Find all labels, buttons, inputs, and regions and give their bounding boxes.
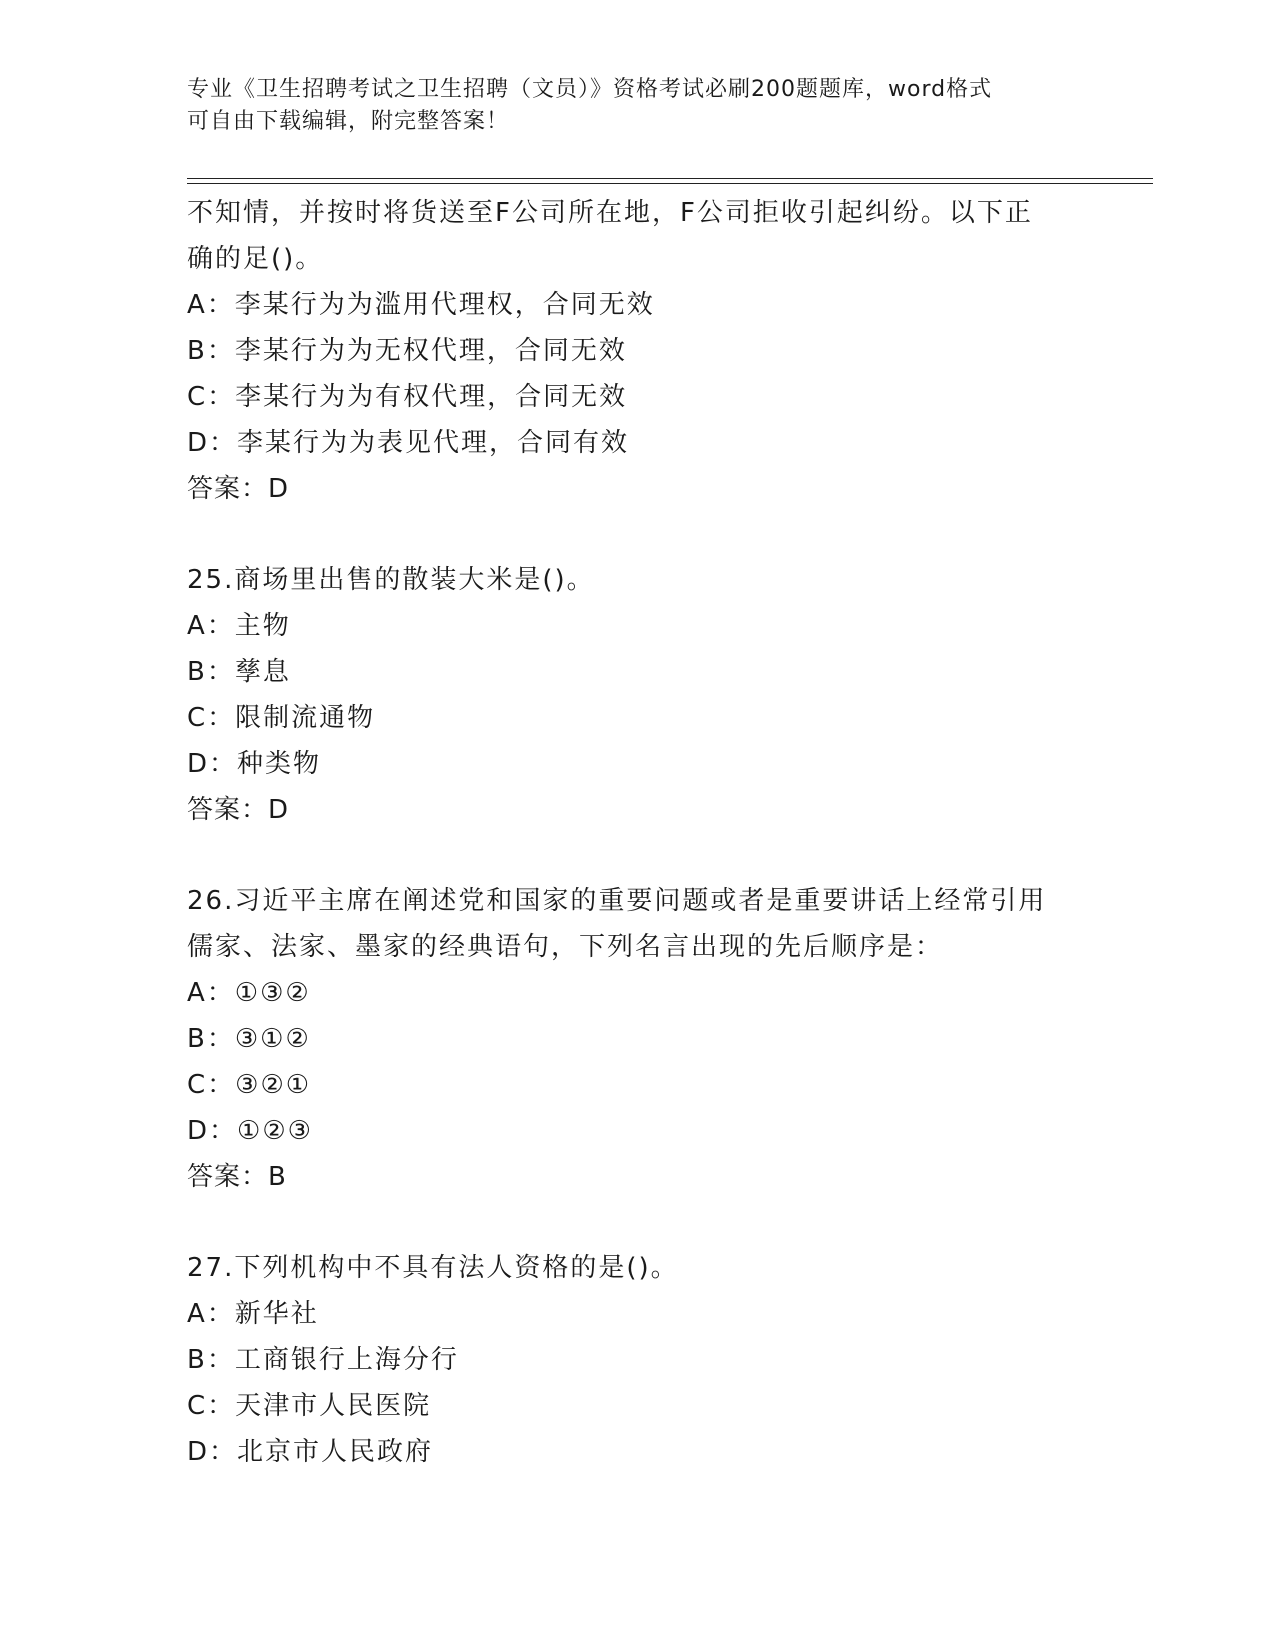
question-24-option-a: A：李某行为为滥用代理权，合同无效 [187, 290, 655, 320]
question-27-option-b: B：工商银行上海分行 [187, 1345, 459, 1375]
header-rule-top [187, 178, 1153, 179]
question-25-option-b: B：孳息 [187, 657, 291, 687]
question-26-stem-line-1: 26.习近平主席在阐述党和国家的重要问题或者是重要讲话上经常引用 [187, 886, 1047, 916]
question-25-option-d: D：种类物 [187, 749, 322, 779]
question-27 [187, 1245, 1087, 1475]
question-27-option-c: C：天津市人民医院 [187, 1391, 432, 1421]
question-27-stem: 27.下列机构中不具有法人资格的是()。 [187, 1253, 679, 1283]
question-25-option-a: A：主物 [187, 611, 291, 641]
spacer [187, 512, 1087, 557]
question-24-answer: 答案：D [187, 474, 290, 504]
question-26-option-a: A：①③② [187, 978, 311, 1008]
question-25-option-c: C：限制流通物 [187, 703, 376, 733]
question-list [187, 190, 1087, 1475]
question-24-option-b: B：李某行为为无权代理，合同无效 [187, 336, 627, 366]
question-24-option-c: C：李某行为为有权代理，合同无效 [187, 382, 628, 412]
question-26-option-b: B：③①② [187, 1024, 311, 1054]
question-26-option-c: C：③②① [187, 1070, 312, 1100]
question-26 [187, 878, 1087, 1200]
question-27-option-d: D：北京市人民政府 [187, 1437, 434, 1467]
spacer [187, 833, 1087, 878]
question-24-option-d: D：李某行为为表见代理，合同有效 [187, 428, 630, 458]
question-26-answer: 答案：B [187, 1162, 287, 1192]
question-25-stem: 25.商场里出售的散装大米是()。 [187, 565, 595, 595]
question-26-option-d: D：①②③ [187, 1116, 313, 1146]
document-header [187, 74, 1087, 138]
spacer [187, 1200, 1087, 1245]
question-25-answer: 答案：D [187, 795, 290, 825]
question-24-stem-line-2: 确的足()。 [187, 244, 324, 274]
question-24-stem-line-1: 不知情，并按时将货送至F公司所在地，F公司拒收引起纠纷。以下正 [187, 198, 1033, 228]
question-26-stem-line-2: 儒家、法家、墨家的经典语句，下列名言出现的先后顺序是： [187, 932, 944, 962]
header-line-2: 可自由下载编辑，附完整答案！ [187, 109, 510, 134]
header-rule-bottom [187, 183, 1153, 184]
question-27-option-a: A：新华社 [187, 1299, 319, 1329]
question-24 [187, 190, 1087, 512]
header-line-1: 专业《卫生招聘考试之卫生招聘（文员）》资格考试必刷200题题库，word格式 [187, 77, 993, 102]
question-25 [187, 557, 1087, 833]
